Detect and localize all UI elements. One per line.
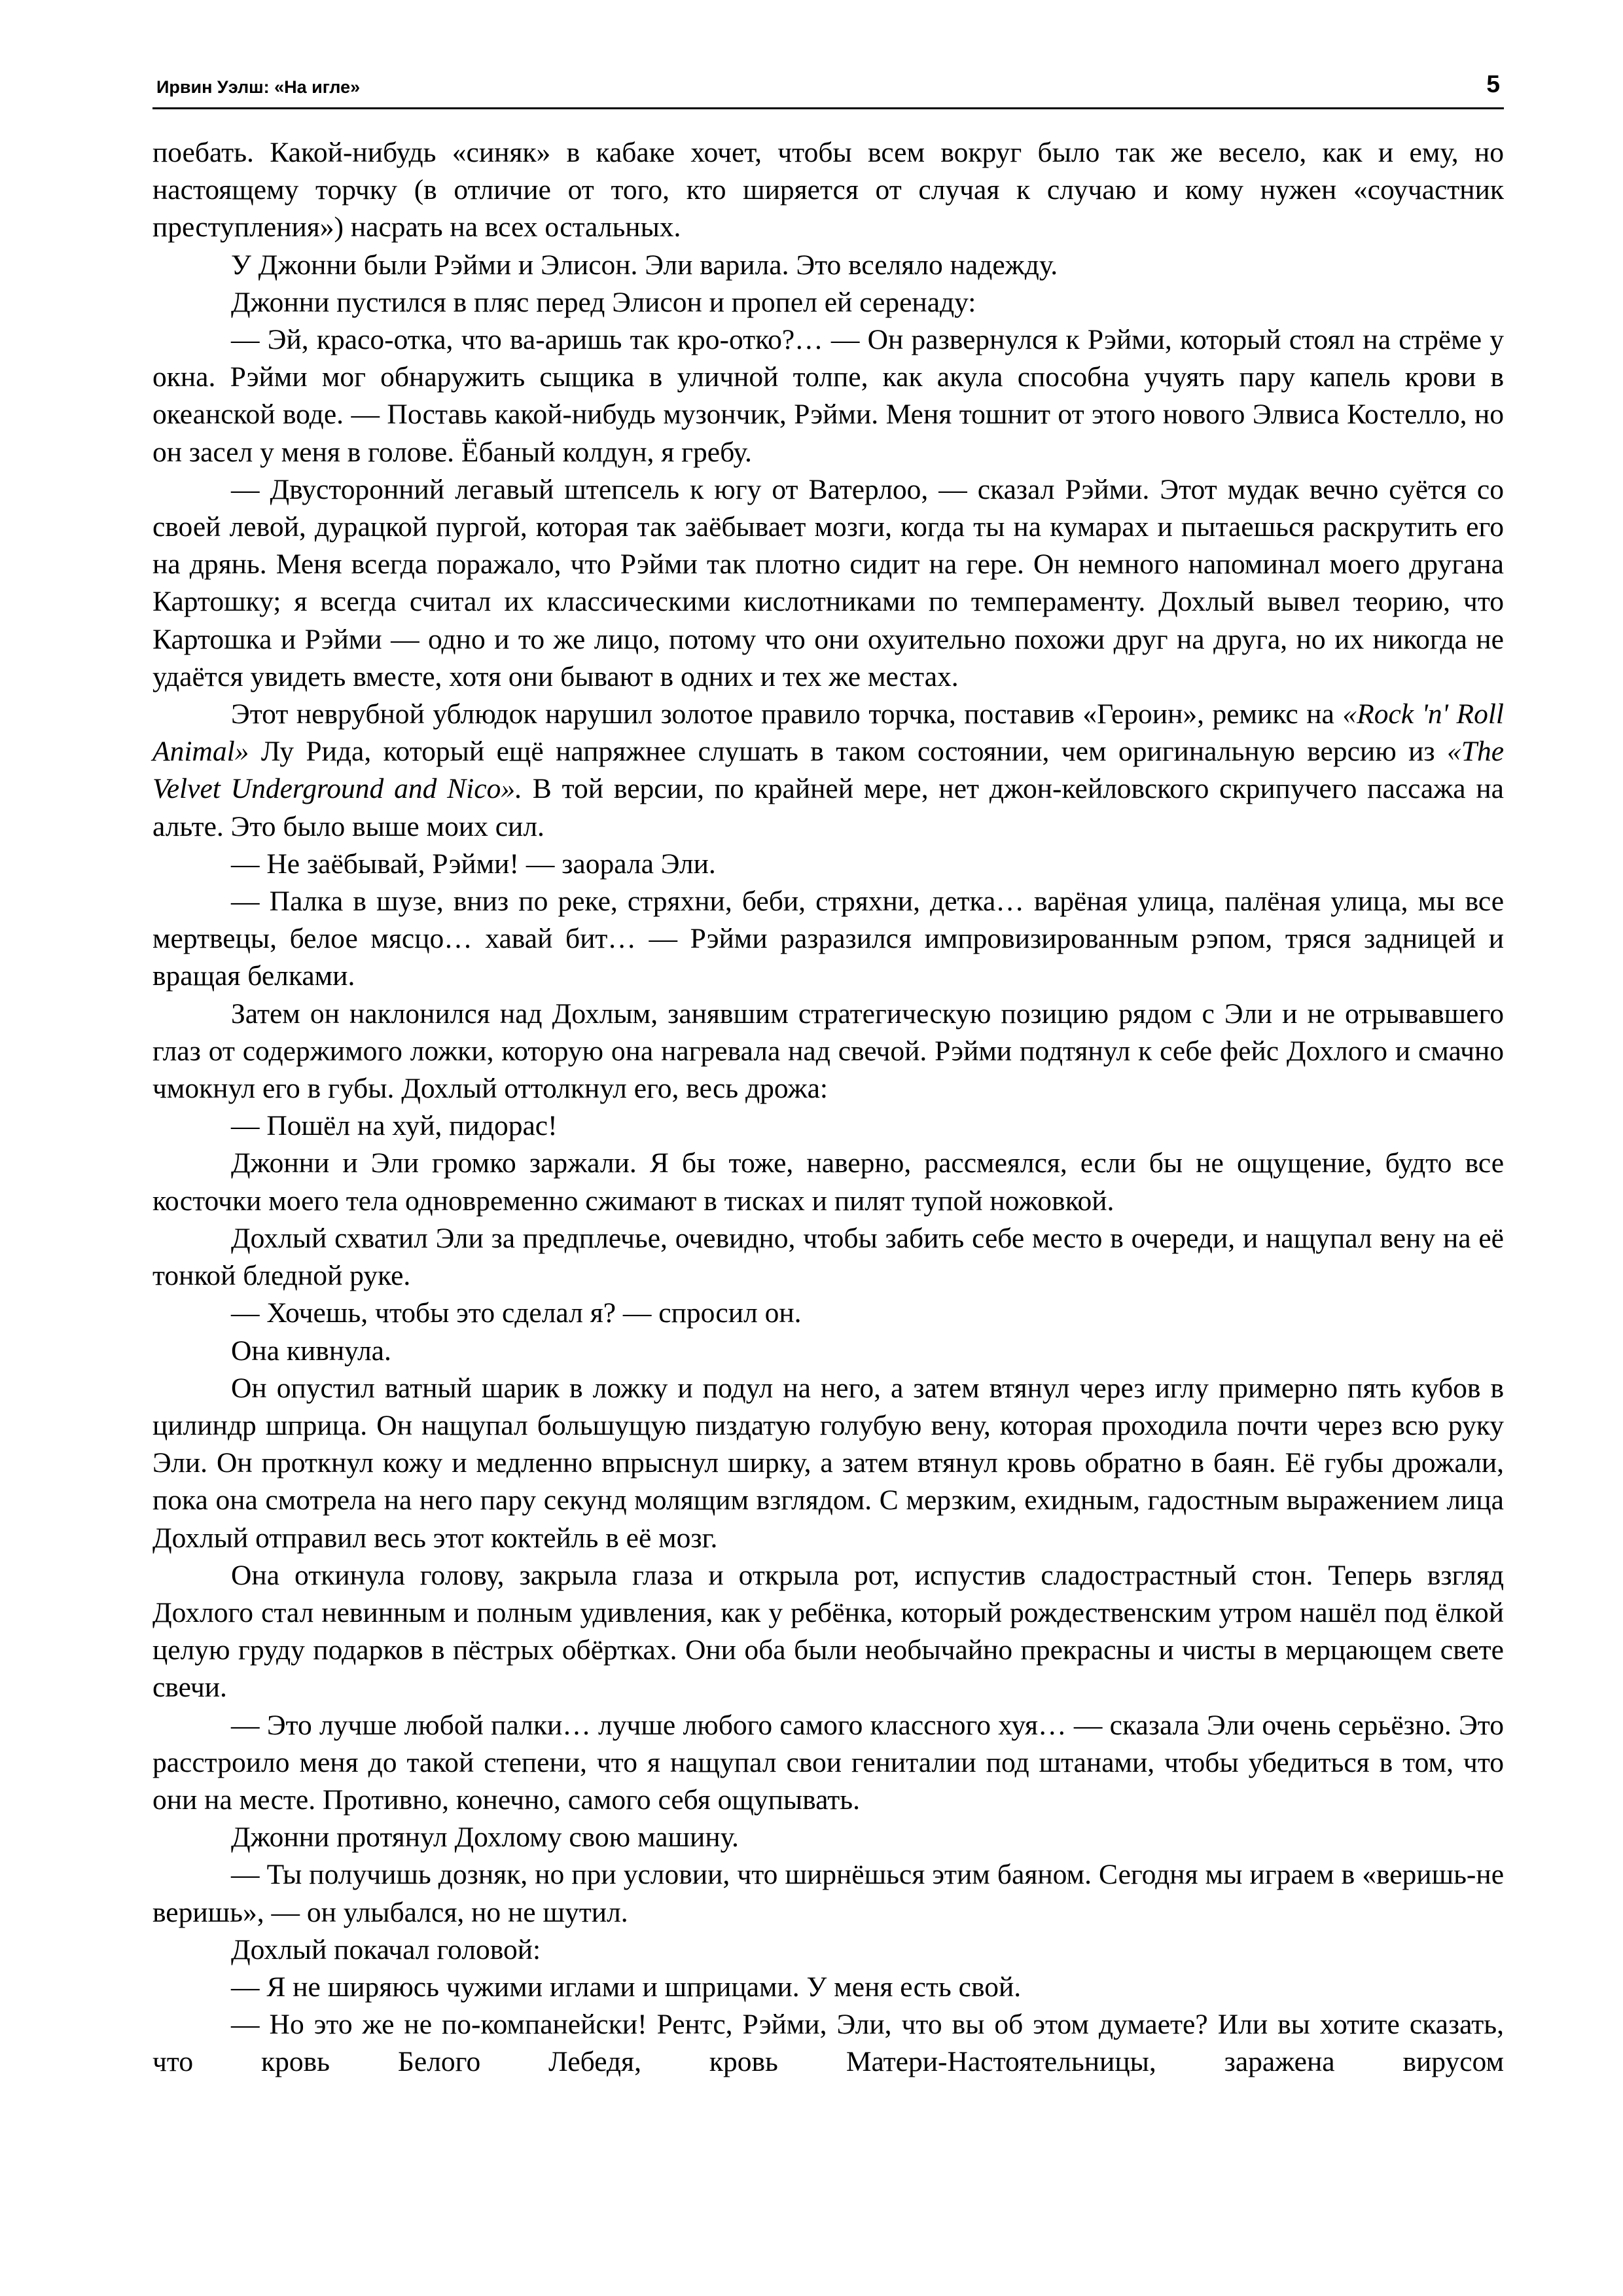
paragraph (152, 996, 1504, 1108)
text-run: — Это лучше любой палки… лучше любого самого классного хуя… — сказала Эли очень серьёзно. Это расстроило меня до такой степени, что я нащупал свои гениталии под штанами, чтобы убедиться в том, что они на месте. Противно, конечно, самого себя ощупывать. (152, 1709, 1504, 1816)
book-page (152, 0, 1504, 2296)
body-text (152, 134, 1504, 2081)
paragraph (152, 471, 1504, 696)
paragraph (152, 321, 1504, 471)
paragraph (152, 1819, 1504, 1856)
text-run: Дохлый схватил Эли за предплечье, очевидно, чтобы забить себе место в очереди, и нащупал вену на её тонкой бледной руке. (152, 1222, 1504, 1292)
paragraph (152, 1107, 1504, 1145)
text-run: Она откинула голову, закрыла глаза и открыла рот, испустив сладострастный стон. Теперь взгляд Дохлого стал невинным и полным удивления, как у ребёнка, который рождественским утром нашёл под ёлкой целую груду подарков в пёстрых обёртках. Они оба были необычайно прекрасны и чисты в мерцающем свете свечи. (152, 1559, 1504, 1704)
text-run: — Я не ширяюсь чужими иглами и шприцами. У меня есть свой. (231, 1971, 1022, 2003)
text-run: — Ты получишь дозняк, но при условии, что ширнёшься этим баяном. Сегодня мы играем в «веришь-не веришь», — он улыбался, но не шутил. (152, 1859, 1504, 1928)
text-run: Джонни протянул Дохлому свою машину. (231, 1821, 739, 1854)
text-run: — Пошёл на хуй, пидорас! (231, 1110, 558, 1142)
paragraph (152, 1557, 1504, 1707)
paragraph (152, 1931, 1504, 1969)
text-run: — Эй, красо-отка, что ва-аришь так кро-отко?… — Он развернулся к Рэйми, который стоял на стрёме у окна. Рэйми мог обнаружить сыщика в уличной толпе, как акула способна учуять пару капель крови в океанской воде. — Поставь какой-нибудь музончик, Рэйми. Меня тошнит от этого нового Элвиса Костелло, но он засел у меня в голове. Ёбаный колдун, я гребу. (152, 324, 1504, 468)
text-run: В той версии, по крайней мере, нет джон-кейловского скрипучего пассажа на альте. Это было выше моих сил. (152, 773, 1504, 842)
paragraph (152, 247, 1504, 284)
text-run: Он опустил ватный шарик в ложку и подул на него, а затем втянул через иглу примерно пять кубов в цилиндр шприца. Он нащупал большущую пиздатую голубую вену, которая проходила почти через всю руку Эли. Он проткнул кожу и медленно впрыснул ширку, а затем втянул кровь обратно в баян. Её губы дрожали, пока она смотрела на него пару секунд молящим взглядом. С мерзким, ехидным, гадостным выражением лица Дохлый отправил весь этот коктейль в её мозг. (152, 1372, 1504, 1554)
text-run: Лу Рида, который ещё напряжнее слушать в таком состоянии, чем оригинальную версию из (249, 736, 1447, 768)
text-run: — Не заёбывай, Рэйми! — заорала Эли. (231, 848, 716, 880)
paragraph (152, 696, 1504, 846)
paragraph (152, 1370, 1504, 1557)
running-header (152, 71, 1504, 109)
text-run: Дохлый покачал головой: (231, 1933, 541, 1965)
text-run: Затем он наклонился над Дохлым, занявшим стратегическую позицию рядом с Эли и не отрывавшего глаз от содержимого ложки, которую она нагревала над свечой. Рэйми подтянул к себе фейс Дохлого и смачно чмокнул его в губы. Дохлый оттолкнул его, весь дрожа: (152, 997, 1504, 1105)
text-run: поебать. Какой-нибудь «синяк» в кабаке хочет, чтобы всем вокруг было так же весело, как и ему, но настоящему торчку (в отличие от того, кто ширяется от случая к случаю и кому нужен «соучастник преступления») насрать на всех остальных. (152, 137, 1504, 243)
text-run: — Но это же не по-компанейски! Рентс, Рэйми, Эли, что вы об этом думаете? Или вы хотите сказать, что кровь Белого Лебедя, кровь Матери-Настоятельницы, заражена вирусом (152, 2009, 1504, 2078)
text-run: — Двусторонний легавый штепсель к югу от Ватерлоо, — сказал Рэйми. Этот мудак вечно суётся со своей левой, дурацкой пургой, которая так заёбывает мозги, когда ты на кумарах и пытаешься раскрутить его на дрянь. Меня всегда поражало, что Рэйми так плотно сидит на гере. Он немного напоминал моего другана Картошку; я всегда считал их классическими кислотниками по темпераменту. Дохлый вывел теорию, что Картошка и Рэйми — одно и то же лицо, потому что они охуительно похожи друг на друга, но их никогда не удаётся увидеть вместе, хотя они бывают в одних и тех же местах. (152, 473, 1504, 692)
paragraph (152, 284, 1504, 321)
page-number: 5 (1486, 71, 1500, 98)
paragraph (152, 134, 1504, 247)
paragraph (152, 1856, 1504, 1931)
text-run: — Палка в шузе, вниз по реке, стряхни, беби, стряхни, детка… варёная улица, палёная улица, мы все мертвецы, белое мясцо… хавай бит… — Рэйми разразился импровизированным рэпом, тряся задницей и вращая белками. (152, 886, 1504, 992)
running-title: Ирвин Уэлш: «На игле» (156, 77, 361, 97)
paragraph (152, 1220, 1504, 1295)
paragraph (152, 846, 1504, 883)
paragraph (152, 1295, 1504, 1332)
paragraph (152, 2006, 1504, 2081)
paragraph (152, 883, 1504, 996)
paragraph (152, 1333, 1504, 1370)
text-run: — Хочешь, чтобы это сделал я? — спросил он. (231, 1297, 802, 1329)
text-run: Джонни и Эли громко заржали. Я бы тоже, наверно, рассмеялся, если бы не ощущение, будто все косточки моего тела одновременно сжимают в тисках и пилят тупой ножовкой. (152, 1147, 1504, 1217)
paragraph (152, 1145, 1504, 1219)
text-run: Джонни пустился в пляс перед Элисон и пропел ей серенаду: (231, 286, 976, 318)
paragraph (152, 1969, 1504, 2006)
paragraph (152, 1707, 1504, 1820)
italic-title: «Rock 'n' Roll Animal» (152, 698, 1504, 768)
text-run: У Джонни были Рэйми и Элисон. Эли варила. Это вселяло надежду. (231, 249, 1058, 281)
text-run: Этот неврубной ублюдок нарушил золотое правило торчка, поставив «Героин», ремикс на (231, 698, 1343, 730)
text-run: Она кивнула. (231, 1335, 391, 1367)
italic-title: «The Velvet Underground and Nico». (152, 736, 1504, 805)
